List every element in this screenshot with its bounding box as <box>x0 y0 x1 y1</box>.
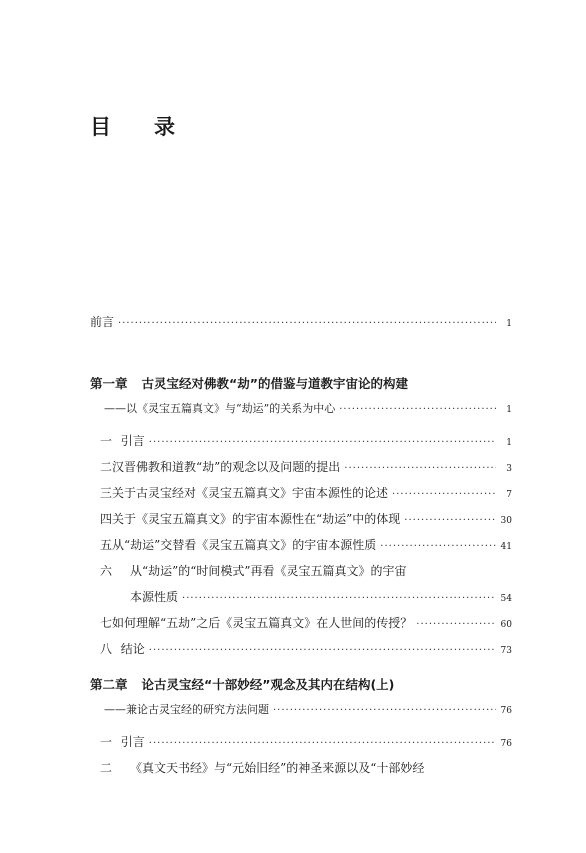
chapter-title: 论古灵宝经“十部妙经”观念及其内在结构(上) <box>141 677 395 692</box>
toc-entry[interactable] <box>100 537 512 555</box>
leader-dots <box>273 703 496 719</box>
toc-entry-title: 从“劫运”交替看《灵宝五篇真文》的宇宙本源性质 <box>112 538 377 552</box>
toc-entry-title: 汉晋佛教和道教“劫”的观念以及问题的提出 <box>112 460 341 474</box>
toc-entry-title: 从“劫运”的“时间模式”再看《灵宝五篇真文》的宇宙 <box>130 564 407 578</box>
toc-entry[interactable] <box>100 734 512 752</box>
section-number: 六 <box>100 564 113 578</box>
toc-entry-page: 7 <box>506 490 512 500</box>
section-number: 一 <box>100 735 113 749</box>
toc-entry[interactable] <box>100 485 512 503</box>
leader-dots <box>404 513 496 529</box>
leader-dots <box>149 736 496 752</box>
leader-dots <box>182 591 496 607</box>
subtitle-text: ——兼论古灵宝经的研究方法问题 <box>104 703 269 716</box>
leader-dots <box>118 316 496 332</box>
toc-entry-continuation[interactable] <box>130 589 512 607</box>
page-title: 目 录 <box>90 115 186 139</box>
section-number: 八 <box>100 642 113 656</box>
toc-entry-page: 73 <box>500 646 512 656</box>
toc-entry-preface[interactable] <box>90 314 512 332</box>
toc-entry-page: 60 <box>500 620 512 630</box>
toc-entry-page: 3 <box>506 464 512 474</box>
toc-entry-title: 结论 <box>120 642 145 656</box>
chapter-subtitle[interactable] <box>104 401 512 418</box>
leader-dots <box>339 402 496 418</box>
section-number: 四 <box>100 512 113 526</box>
section-number: 五 <box>100 538 113 552</box>
toc-entry-title: 《真文天书经》与“元始旧经”的神圣来源以及“十部妙经 <box>130 761 425 775</box>
toc-entry[interactable] <box>100 615 512 633</box>
toc-entry-page: 1 <box>506 438 512 448</box>
leader-dots <box>149 643 496 659</box>
toc-entry-page: 1 <box>506 405 512 415</box>
toc-entry-title: 关于古灵宝经对《灵宝五篇真文》宇宙本源性的论述 <box>112 486 389 500</box>
toc-entry[interactable] <box>100 511 512 529</box>
toc-entry-title: 关于《灵宝五篇真文》的宇宙本源性在“劫运”中的体现 <box>112 512 401 526</box>
leader-dots <box>344 461 496 477</box>
chapter-label: 第一章 <box>90 376 128 391</box>
section-number: 三 <box>100 486 113 500</box>
toc-entry-title: 引言 <box>120 434 145 448</box>
toc-entry[interactable] <box>100 459 512 477</box>
toc-entry-title: 如何理解“五劫”之后《灵宝五篇真文》在人世间的传授？ <box>112 616 413 630</box>
toc-entry-title: 引言 <box>120 735 145 749</box>
leader-dots <box>149 435 496 451</box>
toc-entry-title: 本源性质 <box>130 590 179 604</box>
section-number: 一 <box>100 434 113 448</box>
toc-entry-page: 54 <box>500 594 512 604</box>
section-number: 二 <box>100 460 113 474</box>
leader-dots <box>392 487 496 503</box>
toc-entry-page: 76 <box>500 739 512 749</box>
toc-entry-page: 76 <box>500 706 512 716</box>
toc-entry-page: 41 <box>500 542 512 552</box>
section-number: 七 <box>100 616 113 630</box>
chapter-title: 古灵宝经对佛教“劫”的借鉴与道教宇宙论的构建 <box>141 376 408 391</box>
chapter-subtitle[interactable] <box>104 702 512 719</box>
toc-entry[interactable] <box>100 641 512 659</box>
toc-entry[interactable] <box>100 563 512 579</box>
chapter-heading[interactable] <box>90 374 408 392</box>
toc-entry-page: 30 <box>500 516 512 526</box>
section-number: 二 <box>100 761 113 775</box>
toc-entry[interactable] <box>100 433 512 451</box>
subtitle-text: ——以《灵宝五篇真文》与“劫运”的关系为中心 <box>104 402 336 415</box>
toc-entry-page: 1 <box>506 319 512 329</box>
chapter-label: 第二章 <box>90 677 128 692</box>
leader-dots <box>380 539 496 555</box>
toc-entry-title: 前言 <box>90 315 115 329</box>
leader-dots <box>416 617 496 633</box>
toc-entry[interactable] <box>100 760 512 776</box>
chapter-heading[interactable] <box>90 675 394 693</box>
